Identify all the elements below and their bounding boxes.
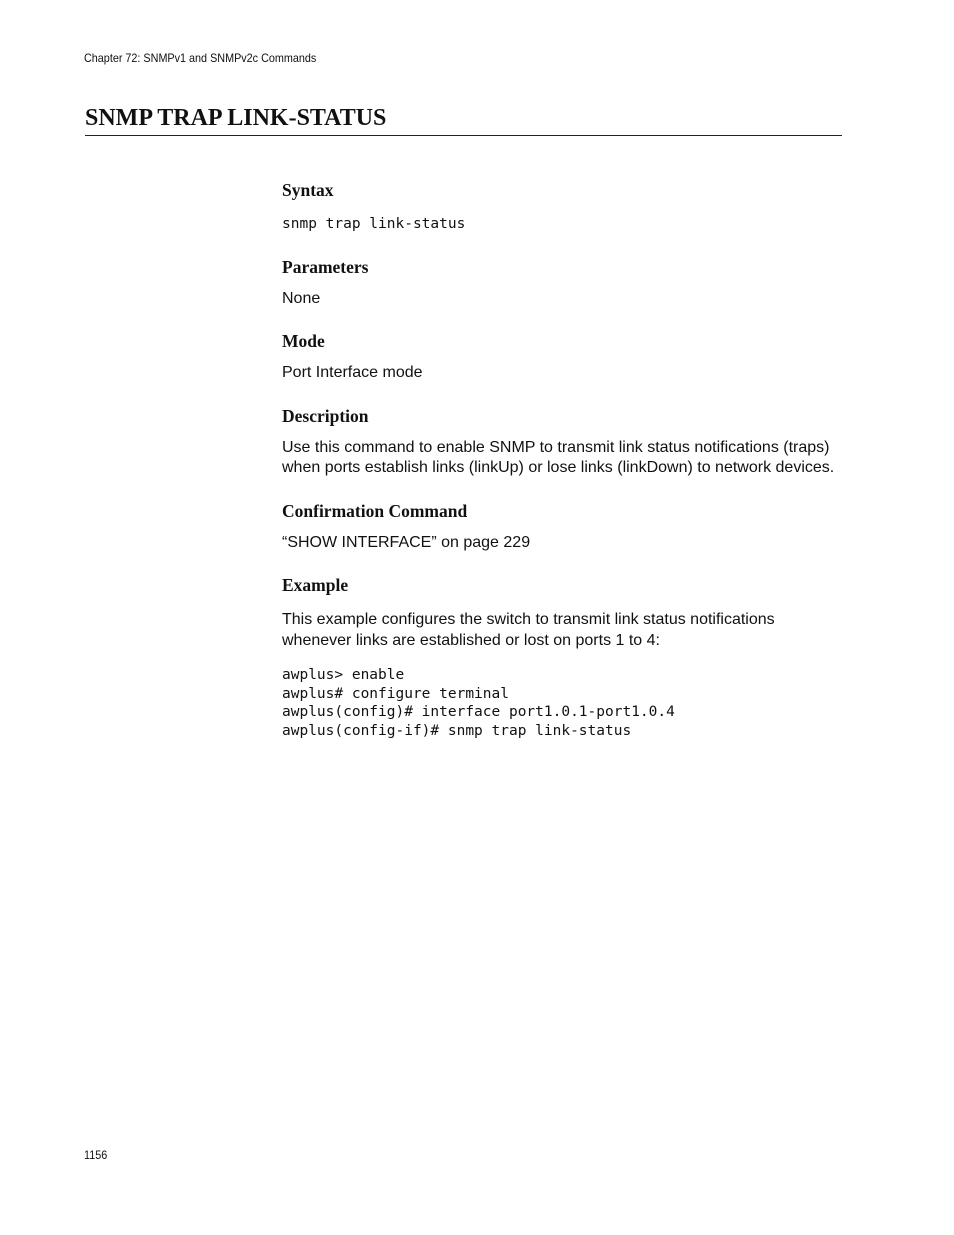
mode-text: Port Interface mode bbox=[282, 364, 423, 381]
syntax-heading: Syntax bbox=[282, 180, 334, 200]
confirmation-link[interactable]: “SHOW INTERFACE” on page 229 bbox=[282, 533, 531, 551]
example-heading: Example bbox=[282, 575, 349, 595]
confirmation-heading: Confirmation Command bbox=[282, 500, 468, 521]
mode-heading: Mode bbox=[282, 331, 325, 351]
code-line: awplus(config)# interface port1.0.1-port1.0.4 bbox=[282, 704, 675, 720]
parameters-text: None bbox=[282, 289, 321, 307]
code-line: awplus# configure terminal bbox=[282, 685, 509, 702]
syntax-code: snmp trap link-status bbox=[282, 216, 466, 232]
example-code-block bbox=[282, 666, 842, 740]
code-line: awplus> enable bbox=[282, 667, 405, 683]
description-heading: Description bbox=[282, 405, 369, 426]
command-content bbox=[282, 178, 842, 740]
description-text: Use this command to enable SNMP to transmit link status notifications (traps) when ports establish links (linkUp) or lose links (linkDown) to network devices. bbox=[282, 438, 835, 476]
page-number: 1156 bbox=[84, 1148, 108, 1162]
example-text: This example configures the switch to transmit link status notifications whenever links are established or lost on ports 1 to 4: bbox=[282, 611, 775, 649]
page-title: SNMP TRAP LINK-STATUS bbox=[85, 105, 842, 136]
parameters-heading: Parameters bbox=[282, 256, 369, 277]
running-header: Chapter 72: SNMPv1 and SNMPv2c Commands bbox=[84, 51, 317, 65]
code-line: awplus(config-if)# snmp trap link-status bbox=[282, 722, 632, 739]
